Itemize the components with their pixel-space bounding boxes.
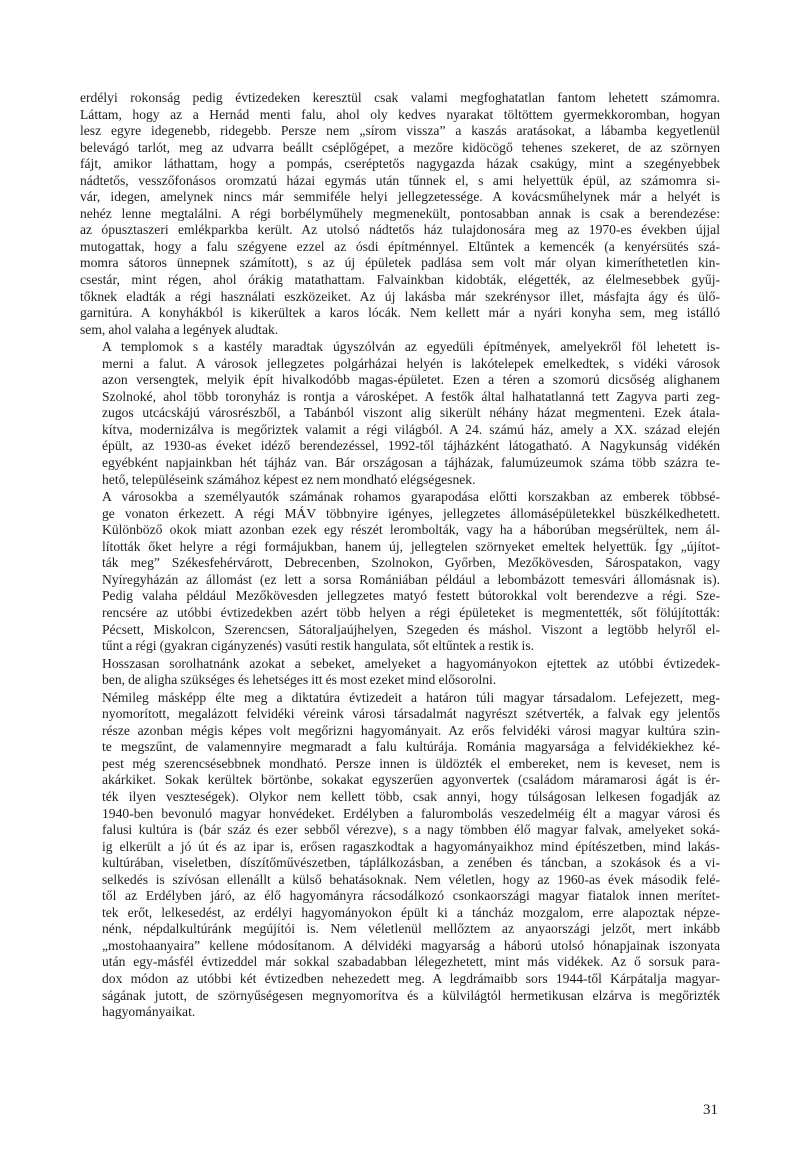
text-line: azon versengtek, melyik épít hivalkodóbb magas-épületet. Ezen a téren a szomorú dicsőség alighanem: [102, 372, 720, 388]
text-line: pest még szerencsésebbnek mondható. Persze innen is üldözték el embereket, nem is keveset, nem is: [102, 755, 720, 771]
text-line: te megszűnt, de valamennyire megmaradt a falu kultúrája. Románia magyarsága a felvidékiekhez ké-: [102, 739, 720, 755]
paragraph-2: [80, 339, 720, 488]
text-line: erdélyi rokonság pedig évtizedeken keresztül csak valami megfoghatatlan fantom lehetett számomra.: [80, 90, 720, 105]
text-line: ték ilyen veszteségek). Olykor nem kellett több, csak annyi, hogy túlságosan lelkesen fogadják az: [102, 788, 720, 804]
text-line: hagyományaikat.: [102, 1004, 196, 1020]
text-line: tőknek eladták a régi használati eszközeiket. Az új lakásba már szekrénysor illet, másfajta ágy és ülő-: [80, 288, 720, 304]
paragraph-5: [80, 690, 720, 1021]
text-line: belevágó tarlót, meg az udvarra beállt cséplőgépet, a mezőre kidöcögő tehenes szekeret, de az szörnyen: [80, 139, 720, 155]
text-line: tek erőt, lelkesedést, az erdélyi hagyományokon épült ki a táncház mozgalom, erre alapoztak népze-: [102, 904, 720, 920]
text-line: Hosszasan sorolhatnánk azokat a sebeket, amelyeket a hagyományokon ejtettek az utóbbi évtizedek-: [102, 655, 720, 671]
text-line: Nyíregyházán az állomást (ez lett a sorsa Romániában például a lebombázott temesvári állomásnak is).: [102, 571, 720, 587]
text-line: garnitúra. A konyhákból is kikerültek a karos lócák. Nem kellett már a nyári konyha sem, meg istálló: [80, 305, 720, 321]
text-line: nádtetős, vesszőfonásos oromzatú házai egymás után tűnnek el, s ami helyettük épül, az számomra si-: [80, 172, 720, 188]
text-line: ták meg” Székesfehérvárott, Debrecenben, Szolnokon, Győrben, Mezőkövesden, Sárospatakon, vagy: [102, 555, 720, 571]
text-line: vár, idegen, amelynek nincs már semmiféle helyi jellegzetessége. A kovácsműhelynek már a helyét is: [80, 189, 720, 205]
text-line: az ópusztaszeri emlékparkba került. Az utolsó nádtetős ház tulajdonosára meg az 1970-es években újjal: [80, 222, 720, 238]
text-line: csestár, mint régen, ahol órákig matathattam. Falvainkban kidobták, elégették, az élelmesebbek gyűj-: [80, 272, 720, 288]
text-line: Láttam, hogy az a Hernád menti falu, ahol oly kedves nyarakat töltöttem gyermekkoromban, hogyan: [80, 106, 720, 122]
text-line: momra sátoros ünnepnek számított), s az új épületek padlása sem volt már olyan kimeríthetetlen kin-: [80, 255, 720, 271]
text-line: hető, településeink számához képest ez nem mondható elégségesnek.: [102, 471, 476, 487]
text-line: akárkiket. Sokak kerültek börtönbe, sokakat egyszerűen agyonvertek (családom máramarosi ágát is ér-: [102, 772, 720, 788]
text-line: után egy-másfél évtizeddel már sokkal szabadabban lélegezhetett, mint más vidékek. Az ő sorsuk para-: [102, 954, 720, 970]
text-line: lították őket helyre a régi formájukban, hanem új, jellegtelen szörnyeket emeltek helyettük. Így „újítot-: [102, 538, 720, 554]
text-line: egyébként napjainkban hét tájház van. Bár országosan a tájházak, falumúzeumok száma több százra te-: [102, 455, 720, 471]
text-line: rencsére az utóbbi évtizedekben azért több helyen a régi épületeket is megmentették, sőt fölújították:: [102, 604, 720, 620]
text-line: Pedig valaha például Mezőkövesden jellegzetes matyó festett bútorokkal volt berendezve a régi. Sze-: [102, 588, 720, 604]
text-line: ig elkerült a jó út és az ipar is, erősen ragaszkodtak a hagyományaikhoz mind építészetben, mind lakás-: [102, 838, 720, 854]
text-line: tűnt a régi (gyakran cigányzenés) vasúti restik hangulata, sőt eltűntek a restik is.: [102, 638, 535, 654]
text-line: dox módon az utóbbi két évtizedben nehezedett meg. A legdrámaibb sors 1944-től Kárpátalja magyar-: [102, 970, 720, 986]
text-line: lesz egyre idegenebb, ridegebb. Persze nem „sírom vissza” a kaszás aratásokat, a lábamba kegyetlenül: [80, 123, 720, 139]
paragraph-3: [80, 489, 720, 654]
text-line: A templomok s a kastély maradtak úgyszólván az egyedüli építmények, amelyekről föl lehetett is-: [102, 339, 720, 355]
paragraph-4: [80, 656, 720, 689]
paragraph-1: [80, 90, 720, 338]
text-line: ben, de aligha szükséges és lehetséges itt és most ezeket mind elősorolni.: [102, 672, 497, 688]
text-line: sem, ahol valaha a legények aludtak.: [80, 321, 279, 337]
text-line: Némileg másképp élte meg a diktatúra évtizedeit a határon túli magyar társadalom. Lefejezett, meg-: [102, 689, 720, 705]
page-body: [80, 90, 720, 1021]
text-line: mutogattak, hogy a falu szégyene ezzel az ósdi építménnyel. Eltűntek a kemencék (a kenyérsütés szá-: [80, 238, 720, 254]
text-line: kítva, modernizálva is megőriztek valamit a régi világból. A 24. számú ház, amely a XX. század elején: [102, 421, 720, 437]
text-line: A városokba a személyautók számának rohamos gyarapodása előtti korszakban az emberek többsé-: [102, 489, 720, 505]
page-number: 31: [703, 1102, 718, 1118]
text-line: selkedés is szívósan ellenállt a külső behatásoknak. Nem véletlen, hogy az 1960-as évek második felé-: [102, 871, 720, 887]
text-line: fájt, amikor láthattam, hogy a pompás, cseréptetős nagygazda házak csakúgy, mint a szegényebbek: [80, 156, 720, 172]
text-line: Különböző okok miatt azonban ezek egy részét lerombolták, vagy ha a háborúban megsérültek, nem ál-: [102, 522, 720, 538]
text-line: épült, az 1930-as éveket idéző berendezéssel, 1992-től tájházként látogatható. A Nagykunság vidékén: [102, 438, 720, 454]
text-line: Szolnoké, ahol több toronyház is rontja a városképet. A festők által halhatatlanná tett Zagyva parti zeg-: [102, 388, 720, 404]
text-line: nehéz lenne megtalálni. A régi borbélyműhely megmenekült, pontosabban annak is csak a berendezése:: [80, 205, 720, 221]
text-line: falusi kultúra is (bár száz és ezer sebből vérezve), s a nagy tömbben élő magyar falvak, amelyeket soká-: [102, 822, 720, 838]
text-line: nyomorított, megalázott felvidéki véreink városi társadalmát nagyrészt szétverték, a falvak egy jelentős: [102, 706, 720, 722]
text-line: „mostohaanyaira” kellene módosítanom. A délvidéki magyarság a háború utolsó hónapjainak iszonyata: [102, 937, 720, 953]
text-line: 1940-ben bevonuló magyar honvédeket. Erdélyben a falurombolás veszedelméig élt a magyar városi és: [102, 805, 720, 821]
text-line: része azonban mégis képes volt megőrizni hagyományait. Az erős felvidéki városi magyar kultúra szin-: [102, 722, 720, 738]
text-line: től az Erdélyben járó, az élő hagyományra rácsodálkozó csonkaországi magyar fiatalok innen merítet-: [102, 888, 720, 904]
text-line: zugos utcácskájú városrészből, a Tabánból viszont alig sikerült néhány házat megmenteni. Ezek átala-: [102, 405, 720, 421]
text-line: merni a falut. A városok jellegzetes polgárházai helyén is lakótelepek emelkedtek, s vidéki városok: [102, 355, 720, 371]
text-line: kultúrában, viseletben, díszítőművészetben, táplálkozásban, a zenében és táncban, a szokások és a vi-: [102, 855, 720, 871]
text-line: ge vonaton érkezett. A régi MÁV többnyire igényes, jellegzetes állomásépületekkel büszkélkedhetett.: [102, 505, 720, 521]
text-line: Pécsett, Miskolcon, Szerencsen, Sátoraljaújhelyen, Szegeden és máshol. Viszont a legtöbb helyről el-: [102, 621, 720, 637]
text-line: ságának jutott, de szörnyűségesen megnyomorítva és a külvilágtól hermetikusan elzárva is megőrizték: [102, 987, 720, 1003]
text-line: nénk, népdalkultúránk megújítói is. Nem véletlenül mellőztem az anyaországi jelzőt, mert inkább: [102, 921, 720, 937]
